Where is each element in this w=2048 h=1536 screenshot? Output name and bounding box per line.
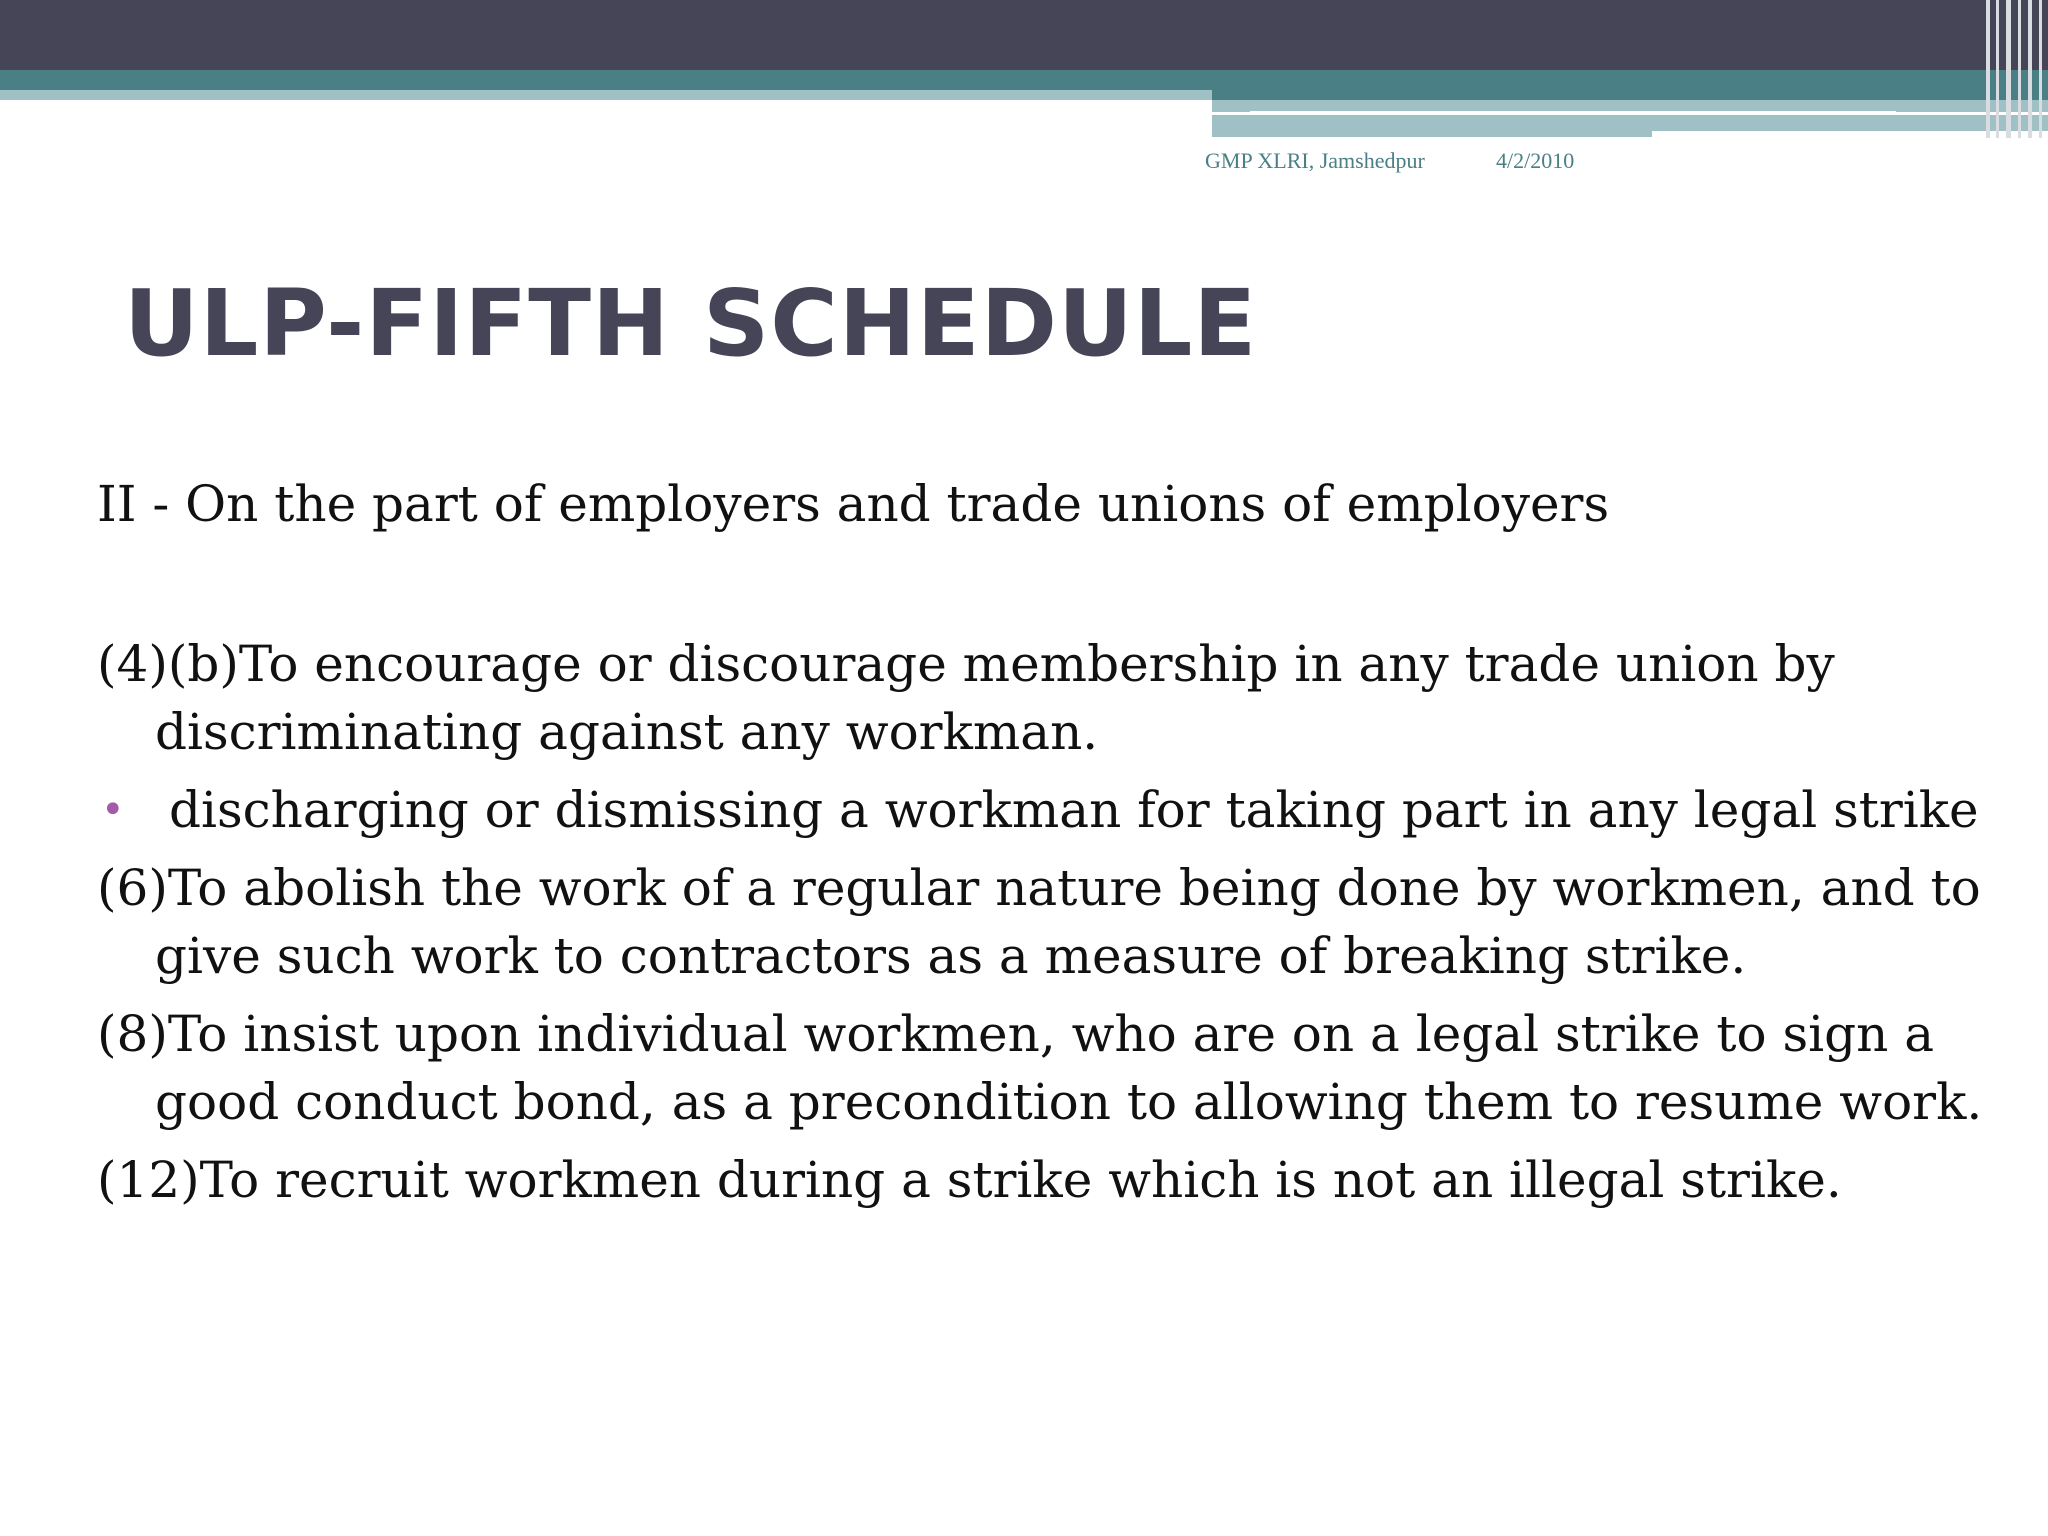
date-label: 4/2/2010	[1496, 148, 1575, 173]
slide-title: ULP-FIFTH SCHEDULE	[124, 270, 1258, 377]
header-band-teal	[0, 70, 2048, 90]
bullet-text: discharging or dismissing a workman for taking part in any legal strike	[169, 781, 1979, 839]
list-item: (6)To abolish the work of a regular nature being done by workmen, and to give such work to contractors as a measure of breaking strike.	[97, 859, 1981, 985]
subheading: II - On the part of employers and trade unions of employers	[97, 475, 1610, 533]
header-band-light	[0, 90, 1212, 100]
list-item: (8)To insist upon individual workmen, who are on a legal strike to sign a good conduct bond, as a precondition to allowing them to resume work.	[97, 1005, 1983, 1131]
bullet-icon: •	[101, 787, 125, 833]
header-band-teal-right	[1212, 90, 2048, 100]
header-band-dark	[0, 0, 2048, 70]
organization-label: GMP XLRI, Jamshedpur	[1205, 148, 1425, 173]
header-band-pale-tab	[1212, 115, 1652, 137]
list-item: (12)To recruit workmen during a strike which is not an illegal strike.	[97, 1151, 1842, 1209]
list-item	[97, 776, 1997, 844]
slide-body	[97, 470, 1997, 1224]
corner-stripes	[1984, 0, 2048, 138]
list-item: (4)(b)To encourage or discourage membership in any trade union by discriminating against any workman.	[97, 635, 1835, 761]
